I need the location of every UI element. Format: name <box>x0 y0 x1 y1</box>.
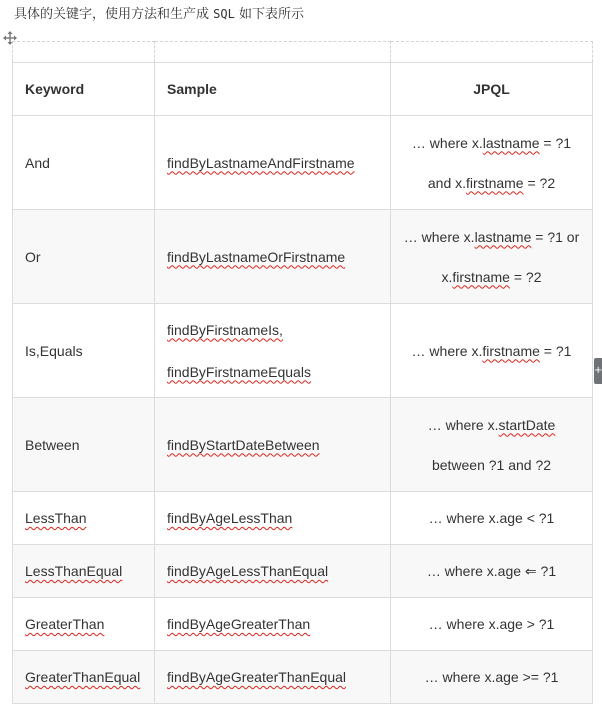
sample-line <box>167 236 378 278</box>
keyword-text: LessThanEqual <box>25 563 123 579</box>
sample-method: findByLastnameOrFirstname <box>167 248 346 265</box>
keyword-cell <box>13 598 155 651</box>
sample-cell <box>155 598 391 651</box>
jpql-text: = ?1 <box>539 134 572 151</box>
jpql-text: = ?2 <box>523 174 556 191</box>
jpql-field: startDate <box>498 416 556 433</box>
sample-method: findByLastnameAndFirstname <box>167 154 355 171</box>
sample-line <box>167 309 378 351</box>
intro-code-sql: SQL <box>213 7 235 21</box>
keyword-cell <box>13 116 155 210</box>
keyword-text: GreaterThan <box>25 616 105 632</box>
jpql-line <box>403 551 580 591</box>
jpql-text: = ?1 <box>539 342 572 359</box>
jpql-text: … where x. <box>427 416 499 433</box>
jpql-field: firstname <box>466 174 524 191</box>
table-row <box>13 398 593 492</box>
jpql-line <box>403 163 580 203</box>
table-row <box>13 304 593 398</box>
jpql-text: = ?1 or <box>531 228 580 245</box>
jpql-text: and x. <box>427 174 467 191</box>
keyword-cell <box>13 492 155 545</box>
table-row <box>13 545 593 598</box>
jpql-text: … where x.age ⇐ ?1 <box>426 563 557 579</box>
sample-method: findByAgeLessThanEqual <box>167 563 329 579</box>
jpql-field: firstname <box>452 268 510 285</box>
keyword-cell <box>13 398 155 492</box>
intro-text-before: 具体的关键字，使用方法和生产成 <box>14 7 214 22</box>
table-header-row <box>13 63 593 116</box>
header-sample: Sample <box>155 63 391 116</box>
sample-method: findByAgeGreaterThan <box>167 616 311 632</box>
jpql-text: … where x.age < ?1 <box>428 510 555 526</box>
sample-cell <box>155 398 391 492</box>
jpql-cell <box>391 651 593 704</box>
intro-text-after: 如下表所示 <box>234 7 304 22</box>
jpql-text: … where x. <box>403 228 475 245</box>
keyword-text: Between <box>25 436 80 453</box>
table-row <box>13 598 593 651</box>
keyword-text: GreaterThanEqual <box>25 669 141 685</box>
keyword-text: Or <box>25 248 41 265</box>
jpql-field: lastname <box>474 228 532 245</box>
keyword-cell <box>13 304 155 398</box>
jpql-field: lastname <box>482 134 540 151</box>
sample-line <box>167 603 378 645</box>
jpql-line <box>403 123 580 163</box>
keyword-cell <box>13 545 155 598</box>
sample-cell <box>155 210 391 304</box>
sample-cell <box>155 492 391 545</box>
header-keyword: Keyword <box>13 63 155 116</box>
sample-cell <box>155 545 391 598</box>
jpql-line <box>403 257 580 297</box>
resize-cell[interactable] <box>13 42 155 63</box>
jpql-cell <box>391 492 593 545</box>
jpql-text: = ?2 <box>509 268 542 285</box>
jpql-cell <box>391 598 593 651</box>
jpql-text: … where x.age > ?1 <box>428 616 555 632</box>
table-row <box>13 210 593 304</box>
sample-line <box>167 550 378 592</box>
keyword-cell <box>13 210 155 304</box>
table-row <box>13 492 593 545</box>
jpql-cell <box>391 210 593 304</box>
keyword-text: Is,Equals <box>25 342 83 359</box>
table-row <box>13 651 593 704</box>
resize-cell[interactable] <box>155 42 391 63</box>
table-row <box>13 116 593 210</box>
sample-line <box>167 351 378 393</box>
jpql-line <box>403 405 580 445</box>
intro-paragraph <box>14 3 304 22</box>
sample-method: findByAgeLessThan <box>167 510 293 526</box>
jpql-text: x. <box>441 268 453 285</box>
sample-line <box>167 424 378 466</box>
jpql-cell <box>391 304 593 398</box>
sample-method: findByStartDateBetween <box>167 436 320 453</box>
keyword-table-wrapper <box>12 41 592 704</box>
jpql-field: firstname <box>482 342 540 359</box>
sample-cell <box>155 651 391 704</box>
jpql-text: … where x.age >= ?1 <box>424 669 559 685</box>
header-jpql: JPQL <box>391 63 593 116</box>
sample-line <box>167 497 378 539</box>
jpql-line <box>403 657 580 697</box>
sample-method: findByAgeGreaterThanEqual <box>167 669 346 685</box>
sample-cell <box>155 116 391 210</box>
jpql-line <box>403 604 580 644</box>
sample-cell <box>155 304 391 398</box>
keyword-cell <box>13 651 155 704</box>
sample-line <box>167 656 378 698</box>
jpql-cell <box>391 398 593 492</box>
keyword-text: LessThan <box>25 510 87 526</box>
sample-line <box>167 142 378 184</box>
jpql-cell <box>391 545 593 598</box>
resize-cell[interactable] <box>391 42 593 63</box>
jpql-cell <box>391 116 593 210</box>
jpql-line <box>403 331 580 371</box>
jpql-text: … where x. <box>411 134 483 151</box>
jpql-text: … where x. <box>411 342 483 359</box>
sample-method: findByFirstnameEquals <box>167 363 311 380</box>
jpql-line <box>403 217 580 257</box>
keyword-table <box>12 41 593 704</box>
table-resize-row[interactable] <box>13 42 593 63</box>
sample-method: findByFirstnameIs, <box>167 321 283 338</box>
jpql-line <box>403 498 580 538</box>
keyword-text: And <box>25 154 50 171</box>
jpql-line <box>403 445 580 485</box>
jpql-text: between ?1 and ?2 <box>431 456 552 473</box>
plus-icon[interactable]: + <box>594 358 602 384</box>
